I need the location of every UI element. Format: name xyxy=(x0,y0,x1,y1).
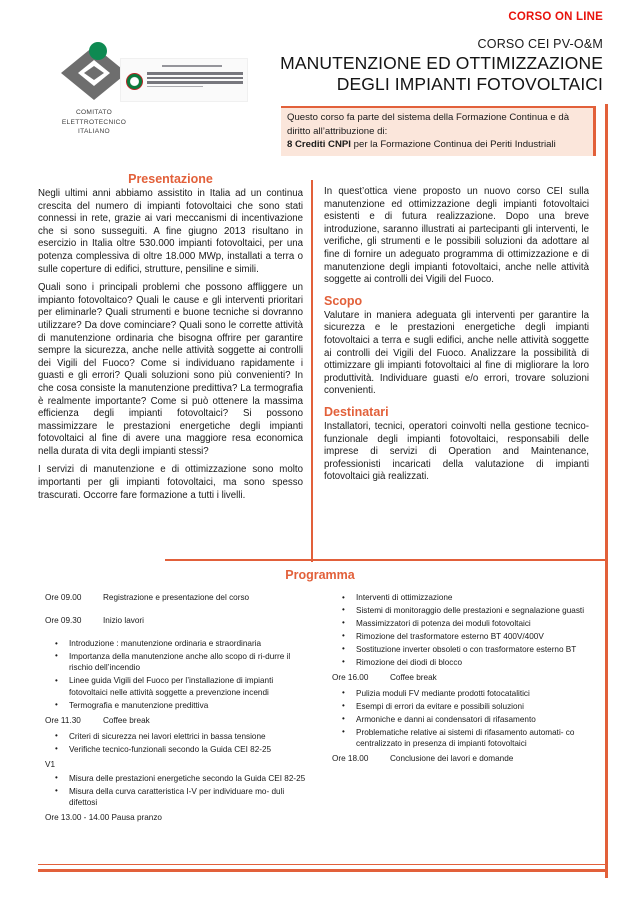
schedule-row-1130 xyxy=(45,715,313,727)
list-item: • Sostituzione inverter obsoleti o con trasformatore esterno BT xyxy=(332,644,592,655)
list-item: • Rimozione dei diodi di blocco xyxy=(332,657,592,668)
intro-paragraph: In quest’ottica viene proposto un nuovo corso CEI sulla manutenzione ed ottimizzazione degli impianti fotovoltaici esistenti e di futura realizzazione. Dopo una breve introduzione, saranno illustrati ai partecipanti gli interventi, le verifiche, gli strumenti e le possibili soluzioni da adottare al fine di fornire un adeguato programma di ottimizzazione e di manutenzione degli impianti fotovoltaici, anche nelle attività soggette ai controlli dei Vigili del Fuoco. xyxy=(324,186,589,286)
list-item: • Pulizia moduli FV mediante prodotti fotocatalitici xyxy=(332,688,592,699)
programma-heading: Programma xyxy=(285,568,355,582)
programma-afternoon-column xyxy=(332,592,592,769)
programma-morning-column xyxy=(45,592,313,826)
list-item: • Termografia e manutenzione predittiva xyxy=(45,700,313,711)
column-divider xyxy=(311,180,313,562)
schedule-text-0930: Inizio lavori xyxy=(103,616,144,625)
schedule-time-1130: Ore 11.30 xyxy=(45,715,81,725)
destinatari-paragraph: Installatori, tecnici, operatori coinvolti nella gestione tecnico-funzionale degli impianti fotovoltaici, responsabili delle imprese di servizi di Operation and Maintenance, professionisti incaricati della valutazione di impianti fotovoltaici già realizzati. xyxy=(324,420,589,483)
schedule-row-lunch: Ore 13.00 - 14.00 Pausa pranzo xyxy=(45,813,162,823)
list-item: • Misura della curva caratteristica I-V per individuare mo- duli difettosi xyxy=(45,786,313,809)
programma-left-bullets-3 xyxy=(45,773,313,809)
scopo-destinatari-column xyxy=(324,186,589,490)
list-item: • Massimizzatori di potenza dei moduli fotovoltaici xyxy=(332,618,592,629)
cei-caption-line3: ITALIANO xyxy=(78,128,110,135)
schedule-time-1600: Ore 16.00 xyxy=(332,672,369,682)
programma-divider-rule xyxy=(165,559,605,561)
list-item: • Verifiche tecnico-funzionali secondo la Guida CEI 82-25 xyxy=(45,744,313,755)
list-item: • Misura delle prestazioni energetiche secondo la Guida CEI 82-25 xyxy=(45,773,313,784)
italian-republic-emblem-icon xyxy=(126,73,143,90)
frame-right-border xyxy=(605,104,608,878)
schedule-row-0930 xyxy=(45,615,313,627)
list-item: • Importanza della manutenzione anche allo scopo di ri-durre il rischio dell’incendio xyxy=(45,651,313,674)
presentazione-paragraph-2: Quali sono i principali problemi che possono affliggere un impianto fotovoltaico? Quali le cause e gli interventi prioritari per eliminarle? Quali strumenti e buone tecniche si dovranno utilizzare? Da dove cominciare? Quali sono le corrette attività di manutenzione ordinaria che bisogna offrire per garantire sempre la sicurezza, anche nelle attività soggette ai controlli dei Vigili del Fuoco? Come si individuano rapidamente i guasti e gli errori? Quali soluzioni sono più convenienti? In che cosa consiste la manutenzione predittiva? La termografia è realmente importante? Come si può ottenere la massima efficienza degli impianti fotovoltaici? Si possono massimizzare le prestazioni energetiche degli impianti fotovoltaici al fine di avere una maggiore resa economica nella durata di vita degli impianti stessi? xyxy=(38,282,303,457)
schedule-text-1800: Conclusione dei lavori e domande xyxy=(390,754,514,764)
programma-left-bullets-1 xyxy=(45,638,313,711)
programma-right-bullets-1 xyxy=(332,592,592,668)
credits-description: per la Formazione Continua dei Periti Industriali xyxy=(350,139,556,150)
cnpi-logo-line2 xyxy=(147,77,243,79)
schedule-text-1130: Coffee break xyxy=(103,715,150,725)
presentazione-column xyxy=(38,172,303,508)
page-title-line1: MANUTENZIONE ED OTTIMIZZAZIONE xyxy=(280,53,603,73)
schedule-time-0900: Ore 09.00 xyxy=(45,593,82,602)
list-item: • Interventi di ottimizzazione xyxy=(332,592,592,603)
schedule-time-1800: Ore 18.00 xyxy=(332,754,369,764)
schedule-time-0930: Ore 09.30 xyxy=(45,616,82,625)
course-code-label: CORSO CEI PV-O&M xyxy=(477,37,603,51)
list-item: • Linee guida Vigili del Fuoco per l’installazione di impianti fotovoltaici nelle attività soggette a prevenzione incendi xyxy=(45,675,313,698)
schedule-text-0900: Registrazione e presentazione del corso xyxy=(103,593,250,602)
credits-amount: 8 Crediti CNPI xyxy=(287,139,351,150)
list-item: • Problematiche relative ai sistemi di rifasamento automati- co centralizzato in presenza di impianti fotovoltaici xyxy=(332,727,592,750)
schedule-text-1600: Coffee break xyxy=(390,672,437,682)
cnpi-logo-line4 xyxy=(147,86,203,88)
frame-bottom-inner-line xyxy=(38,864,605,865)
presentazione-heading: Presentazione xyxy=(128,172,213,186)
cei-caption-line2: ELETTROTECNICO xyxy=(61,118,127,126)
cnpi-logo-line3 xyxy=(147,81,243,83)
scopo-paragraph: Valutare in maniera adeguata gli interventi per garantire la sicurezza e le prestazioni energetiche degli impianti fotovoltaici a terra e sugli edifici, anche nelle attività soggette ai controlli dei Vigili del Fuoco. Analizzare la possibilità di ottimizzare gli impianti fotovoltaici al fine di migliorare la loro produttività. Individuare guasti e/o errori, trovare soluzioni convenienti. xyxy=(324,309,589,397)
schedule-row-1800 xyxy=(332,753,592,765)
guide-version-label: V1 xyxy=(45,760,56,770)
programma-left-bullets-2 xyxy=(45,731,313,755)
credits-line xyxy=(287,138,587,152)
programma-right-bullets-2 xyxy=(332,688,592,750)
page-title-line2: DEGLI IMPIANTI FOTOVOLTAICI xyxy=(336,74,603,94)
list-item: • Rimozione del trasformatore esterno BT 400V/400V xyxy=(332,631,592,642)
cnpi-logo-titleline xyxy=(162,65,222,67)
scopo-heading: Scopo xyxy=(324,293,363,308)
cnpi-logo-line1 xyxy=(147,72,243,74)
list-item: • Esempi di errori da evitare e possibili soluzioni xyxy=(332,701,592,712)
list-item: • Sistemi di monitoraggio delle prestazioni e segnalazione guasti xyxy=(332,605,592,616)
list-item: • Armoniche e danni ai condensatori di rifasamento xyxy=(332,714,592,725)
frame-bottom-border xyxy=(38,869,608,872)
presentazione-paragraph-1: Negli ultimi anni abbiamo assistito in Italia ad un continua crescita del numero di impianti fotovoltaici che sono stati connessi in rete, grazie ai vari meccanismi di incentivazione che si sono susseguiti. A fine giugno 2013 risultano in esercizio in Italia oltre 530.000 impianti fotovoltaici, per una potenza complessiva di oltre 18.000 MWp, installati a terra o sulle coperture di edifici, strutture, pensiline e simili. xyxy=(38,188,303,275)
cnpi-logo xyxy=(120,58,248,102)
list-item: • Criteri di sicurezza nei lavori elettrici in bassa tensione xyxy=(45,731,313,742)
list-item: • Introduzione : manutenzione ordinaria e straordinaria xyxy=(45,638,313,649)
header-title-block xyxy=(263,37,603,95)
schedule-row-1600 xyxy=(332,672,592,684)
cei-caption-line1: COMITATO xyxy=(75,109,113,116)
destinatari-heading: Destinatari xyxy=(324,404,389,419)
credits-intro-text: Questo corso fa parte del sistema della Formazione Continua e dà diritto all’attribuzione di: xyxy=(287,112,570,137)
presentazione-paragraph-3: I servizi di manutenzione e di ottimizzazione sono molto importanti per gli impianti fotovoltaici, ma sono spesso trascurati. Occorre fare formazione a tutti i livelli. xyxy=(38,464,303,501)
corso-online-badge: CORSO ON LINE xyxy=(508,11,603,23)
cei-logo-caption xyxy=(46,108,142,137)
schedule-row-0900 xyxy=(45,592,313,604)
credits-info-box xyxy=(281,106,596,156)
